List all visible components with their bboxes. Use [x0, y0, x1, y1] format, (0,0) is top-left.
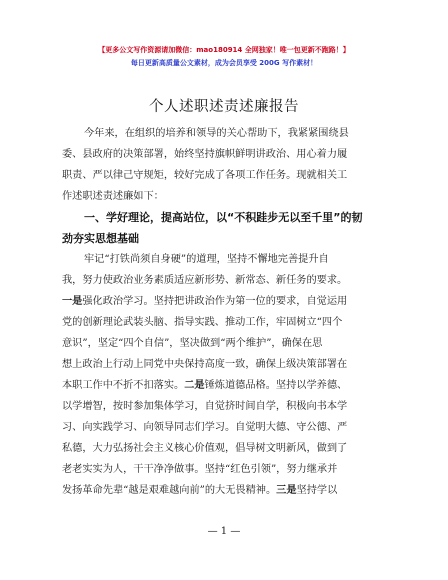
promo-line-2: 每日更新高质量公文素材，成为会员享受 200G 写作素材！ — [130, 59, 318, 67]
body-text: 发扬革命先辈“越是艰难越向前”的大无畏精神。 — [62, 485, 277, 496]
body-text: 意识”，坚定“四个自信”，坚决做到“两个维护”，确保在思 — [62, 338, 323, 349]
intro-line: 职责、严以律己守规矩，较好完成了各项工作任务。现就相关工 — [62, 170, 348, 181]
body-text: 牢记“打铁尚须自身硬”的道理，坚持不懈地完善提升自 — [84, 254, 329, 265]
body-line — [62, 417, 390, 438]
body-text: 党的创新理论武装头脑、指导实践、推动工作，牢固树立“四个 — [62, 317, 343, 328]
body-line — [62, 333, 390, 354]
body-line — [62, 459, 390, 480]
section-heading-1 — [62, 207, 390, 249]
body-line — [62, 312, 390, 333]
document-title: 个人述职述责述廉报告 — [149, 99, 299, 115]
intro-line: 委、县政府的决策部署，始终坚持旗帜鲜明讲政治、用心着力履 — [62, 149, 348, 160]
intro-line: 作述职述责述廉如下： — [62, 191, 164, 202]
body-line — [62, 249, 390, 270]
heading-line: 一、学好理论，提高站位，以“不积跬步无以至千里”的韧 — [84, 211, 363, 224]
heading-line: 劲夯实思想基础 — [62, 232, 139, 245]
page-number: — 1 — — [207, 526, 241, 537]
body-line — [62, 438, 390, 459]
body-text: 想上政治上行动上同党中央保持高度一致，确保上级决策部署在 — [62, 359, 348, 370]
body-text: 习、向实践学习、向领导同志们学习。自觉明大德、守公德、严 — [62, 422, 348, 433]
body-text: 强化政治学习。坚持把讲政治作为第一位的要求，自觉运用 — [82, 296, 348, 307]
body-text: 锤炼道德品格。坚持以学养德、 — [204, 380, 348, 391]
body-paragraph — [62, 249, 390, 501]
bold-enumerator: 二是 — [184, 379, 205, 391]
body-text: 我，努力使政治业务素质适应新形势、新常态、新任务的要求。 — [62, 275, 348, 286]
intro-line: 今年来，在组织的培养和领导的关心帮助下，我紧紧围绕县 — [84, 128, 349, 139]
body-text: 以学增智，按时参加集体学习，自觉挤时间自学，积极向书本学 — [62, 401, 348, 412]
body-line — [62, 375, 390, 396]
body-line — [62, 354, 390, 375]
bold-enumerator: 三是 — [276, 484, 297, 496]
body-line — [62, 270, 390, 291]
body-text: 坚持学以 — [296, 485, 338, 496]
promo-line-1: 【更多公文写作资源请加微信：mao180914 全网独家！唯一包更新不跑路！】 — [98, 46, 350, 54]
intro-paragraph — [62, 123, 390, 207]
body-text: 私德，大力弘扬社会主义核心价值观，倡导树文明新风，做到了 — [62, 443, 348, 454]
body-line — [62, 291, 390, 312]
body-line — [62, 480, 390, 501]
body-text: 老老实实为人，干干净净做事。坚持“红色引领”，努力继承并 — [62, 464, 338, 475]
body-line — [62, 396, 390, 417]
body-text: 本职工作中不折不扣落实。 — [62, 380, 185, 391]
bold-enumerator: 一是 — [62, 295, 83, 307]
